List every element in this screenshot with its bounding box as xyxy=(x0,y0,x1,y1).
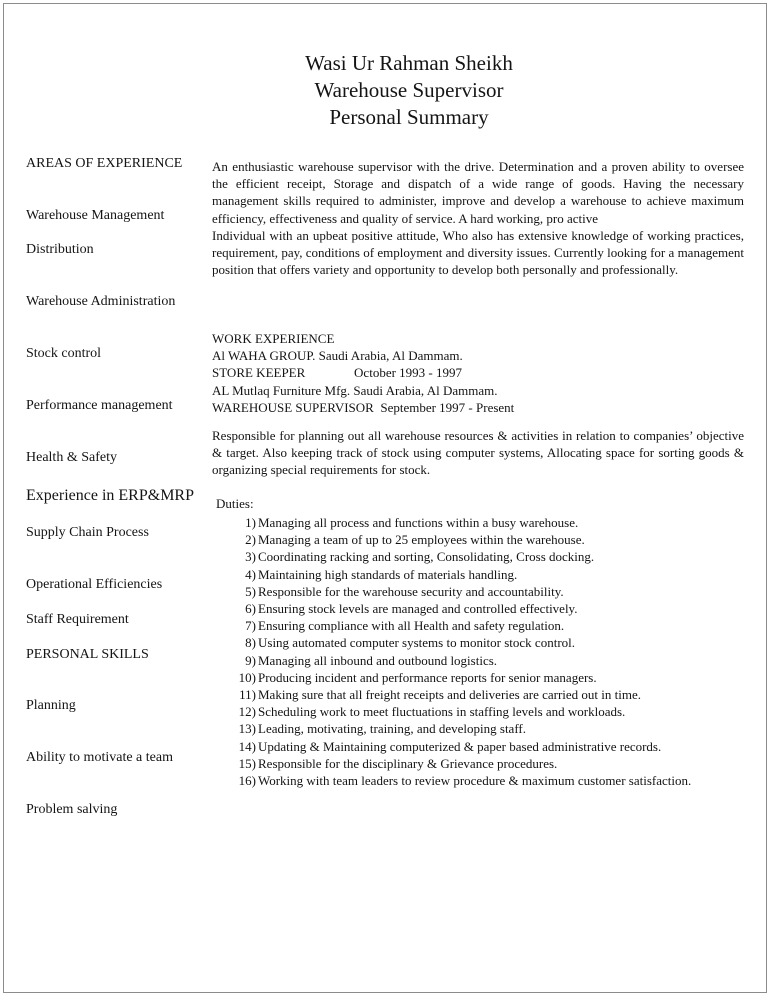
duty-number: 4) xyxy=(245,566,256,582)
duties-list xyxy=(228,514,744,789)
sidebar-item: Problem salving xyxy=(26,802,118,817)
work-line: WAREHOUSE SUPERVISOR September 1997 - Present xyxy=(212,399,515,415)
duty-item xyxy=(228,720,744,737)
duty-text: Leading, motivating, training, and developing staff. xyxy=(258,721,527,737)
duty-number: 3) xyxy=(245,549,256,565)
personal-summary xyxy=(212,158,744,278)
job-title: Warehouse Supervisor xyxy=(314,78,504,102)
duty-number: 15) xyxy=(238,755,256,771)
duty-item xyxy=(228,583,744,600)
work-experience xyxy=(212,330,744,416)
work-line: Al WAHA GROUP. Saudi Arabia, Al Dammam. xyxy=(212,348,463,364)
sidebar-item: Warehouse Management xyxy=(26,208,165,223)
duty-number: 1) xyxy=(245,515,256,530)
sidebar-heading-skills: PERSONAL SKILLS xyxy=(26,647,149,662)
duty-item xyxy=(228,686,744,703)
work-experience-heading: WORK EXPERIENCE xyxy=(212,331,335,346)
duty-text: Responsible for the disciplinary & Grievance procedures. xyxy=(258,755,558,771)
duty-number: 14) xyxy=(238,738,256,754)
sidebar-item: Staff Requirement xyxy=(26,612,129,627)
sidebar-item: Warehouse Administration xyxy=(26,294,176,309)
work-line: AL Mutlaq Furniture Mfg. Saudi Arabia, Al Dammam. xyxy=(212,382,498,398)
duty-text: Maintaining high standards of materials handling. xyxy=(258,566,518,582)
work-line: STORE KEEPER October 1993 - 1997 xyxy=(212,365,462,381)
duties-label: Duties: xyxy=(216,496,254,511)
duty-number: 2) xyxy=(245,532,256,548)
duty-item xyxy=(228,755,744,772)
duty-item xyxy=(228,548,744,565)
duty-item xyxy=(228,566,744,583)
duty-item xyxy=(228,617,744,634)
section-title: Personal Summary xyxy=(329,105,489,129)
duty-text: Scheduling work to meet fluctuations in staffing levels and workloads. xyxy=(258,704,626,720)
resume-header xyxy=(0,50,774,131)
duty-number: 13) xyxy=(238,721,256,737)
sidebar-item: Performance management xyxy=(26,398,173,413)
summary-paragraph: An enthusiastic warehouse supervisor with the drive. Determination and a proven ability to oversee the efficient receipt, Storage and dispatch of a wide range of goods. Having the necessary management skills required to administer, improve and develop a warehouse to achieve maximum efficiency, effectiveness and quality of service. A hard working, pro active xyxy=(212,159,744,226)
duty-text: Managing a team of up to 25 employees within the warehouse. xyxy=(258,532,585,548)
sidebar-item: Distribution xyxy=(26,242,94,257)
duty-item xyxy=(228,738,744,755)
duty-number: 8) xyxy=(245,635,256,651)
duty-text: Managing all inbound and outbound logistics. xyxy=(258,652,498,668)
duty-item xyxy=(228,772,744,789)
duty-text: Managing all process and functions within a busy warehouse. xyxy=(258,515,579,530)
duty-number: 16) xyxy=(238,773,256,789)
duty-text: Ensuring stock levels are managed and controlled effectively. xyxy=(258,601,578,617)
duty-text: Producing incident and performance reports for senior managers. xyxy=(258,669,597,685)
duty-number: 6) xyxy=(245,601,256,617)
candidate-name: Wasi Ur Rahman Sheikh xyxy=(305,51,513,75)
duty-number: 11) xyxy=(239,687,256,703)
summary-paragraph: Individual with an upbeat positive attitude, Who also has extensive knowledge of working practices, requirement, pay, conditions of employment and diversity issues. Currently looking for a management position that offers variety and opportunity to develop both personally and professionally. xyxy=(212,227,744,278)
sidebar-heading-areas: AREAS OF EXPERIENCE xyxy=(26,156,183,171)
duty-text: Using automated computer systems to monitor stock control. xyxy=(258,635,576,651)
duty-item xyxy=(228,634,744,651)
duty-number: 10) xyxy=(238,669,256,685)
duty-text: Coordinating racking and sorting, Consolidating, Cross docking. xyxy=(258,549,595,565)
duty-text: Updating & Maintaining computerized & paper based administrative records. xyxy=(258,738,662,754)
duty-item xyxy=(228,531,744,548)
sidebar-item: Planning xyxy=(26,698,76,713)
duty-number: 7) xyxy=(245,618,256,634)
duty-item xyxy=(228,600,744,617)
sidebar-item: Stock control xyxy=(26,346,102,361)
duty-text: Ensuring compliance with all Health and safety regulation. xyxy=(258,618,565,634)
duty-item xyxy=(228,703,744,720)
sidebar-item: Experience in ERP&MRP xyxy=(26,487,194,504)
duty-number: 5) xyxy=(245,583,256,599)
sidebar-item: Supply Chain Process xyxy=(26,525,149,540)
duty-item xyxy=(228,669,744,686)
duty-item xyxy=(228,514,744,531)
sidebar-item: Ability to motivate a team xyxy=(26,750,173,765)
sidebar-item: Operational Efficiencies xyxy=(26,577,163,592)
duty-text: Working with team leaders to review procedure & maximum customer satisfaction. xyxy=(258,773,692,789)
duty-item xyxy=(228,652,744,669)
duty-number: 12) xyxy=(238,704,256,720)
duty-text: Making sure that all freight receipts and deliveries are carried out in time. xyxy=(258,687,641,703)
sidebar-item: Health & Safety xyxy=(26,450,117,465)
duty-number: 9) xyxy=(245,652,256,668)
duty-text: Responsible for the warehouse security and accountability. xyxy=(258,583,564,599)
responsibility-paragraph: Responsible for planning out all warehouse resources & activities in relation to companies’ objective & target. Also keeping track of stock using computer systems, Allocating space for sorting goods & organizing special requirements for stock. xyxy=(212,428,744,478)
